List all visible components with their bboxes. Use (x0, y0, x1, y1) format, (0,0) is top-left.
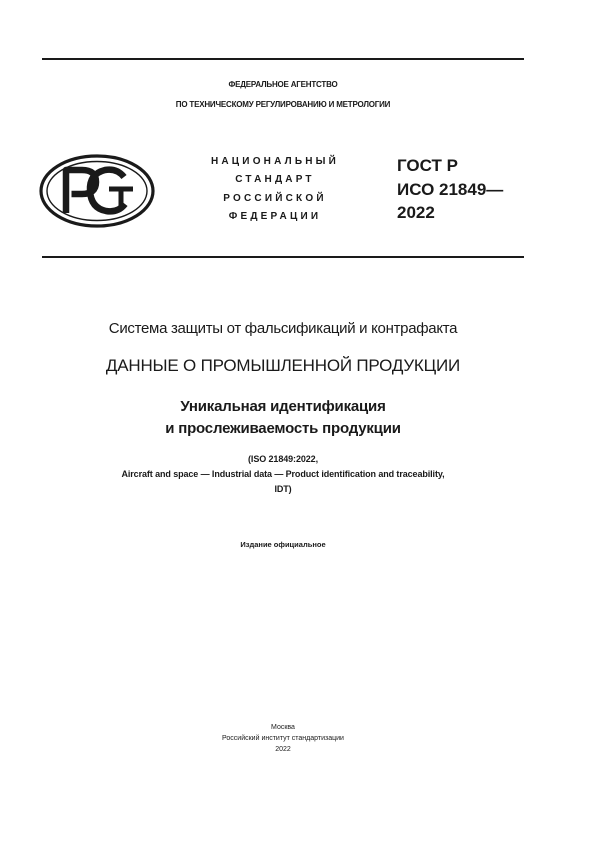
middle-divider (42, 256, 524, 258)
imprint-city: Москва (271, 724, 295, 731)
system-title: Система защиты от фальсификаций и контрафакта (108, 320, 458, 337)
edition-note: Издание официальное (240, 540, 326, 549)
standard-label-line2: СТАНДАРТ (235, 174, 315, 185)
document-subtitle-line1: Уникальная идентификация (180, 398, 386, 415)
document-main-title: ДАННЫЕ О ПРОМЫШЛЕННОЙ ПРОДУКЦИИ (105, 356, 461, 375)
standard-label-line1: НАЦИОНАЛЬНЫЙ (210, 156, 340, 167)
iso-reference-line3: IDT) (274, 484, 292, 494)
rst-logo-icon (38, 153, 156, 229)
imprint-publisher: Российский институт стандартизации (222, 735, 344, 742)
standard-label-line4: ФЕДЕРАЦИИ (228, 211, 322, 222)
iso-reference-line1: (ISO 21849:2022, (248, 454, 318, 464)
standard-designation-line2: ИСО 21849— (397, 180, 504, 199)
standard-label-line3: РОССИЙСКОЙ (223, 193, 327, 204)
top-divider (42, 58, 524, 60)
standard-designation-line1: ГОСТ Р (397, 156, 458, 175)
document-subtitle-line2: и прослеживаемость продукции (165, 420, 401, 437)
agency-name-line2: ПО ТЕХНИЧЕСКОМУ РЕГУЛИРОВАНИЮ И МЕТРОЛОГИИ (175, 100, 391, 109)
standard-designation-line3: 2022 (397, 203, 435, 222)
imprint-year: 2022 (275, 746, 291, 753)
agency-name-line1: ФЕДЕРАЛЬНОЕ АГЕНТСТВО (228, 80, 338, 89)
iso-reference-line2: Aircraft and space — Industrial data — Product identification and traceability, (121, 469, 445, 479)
